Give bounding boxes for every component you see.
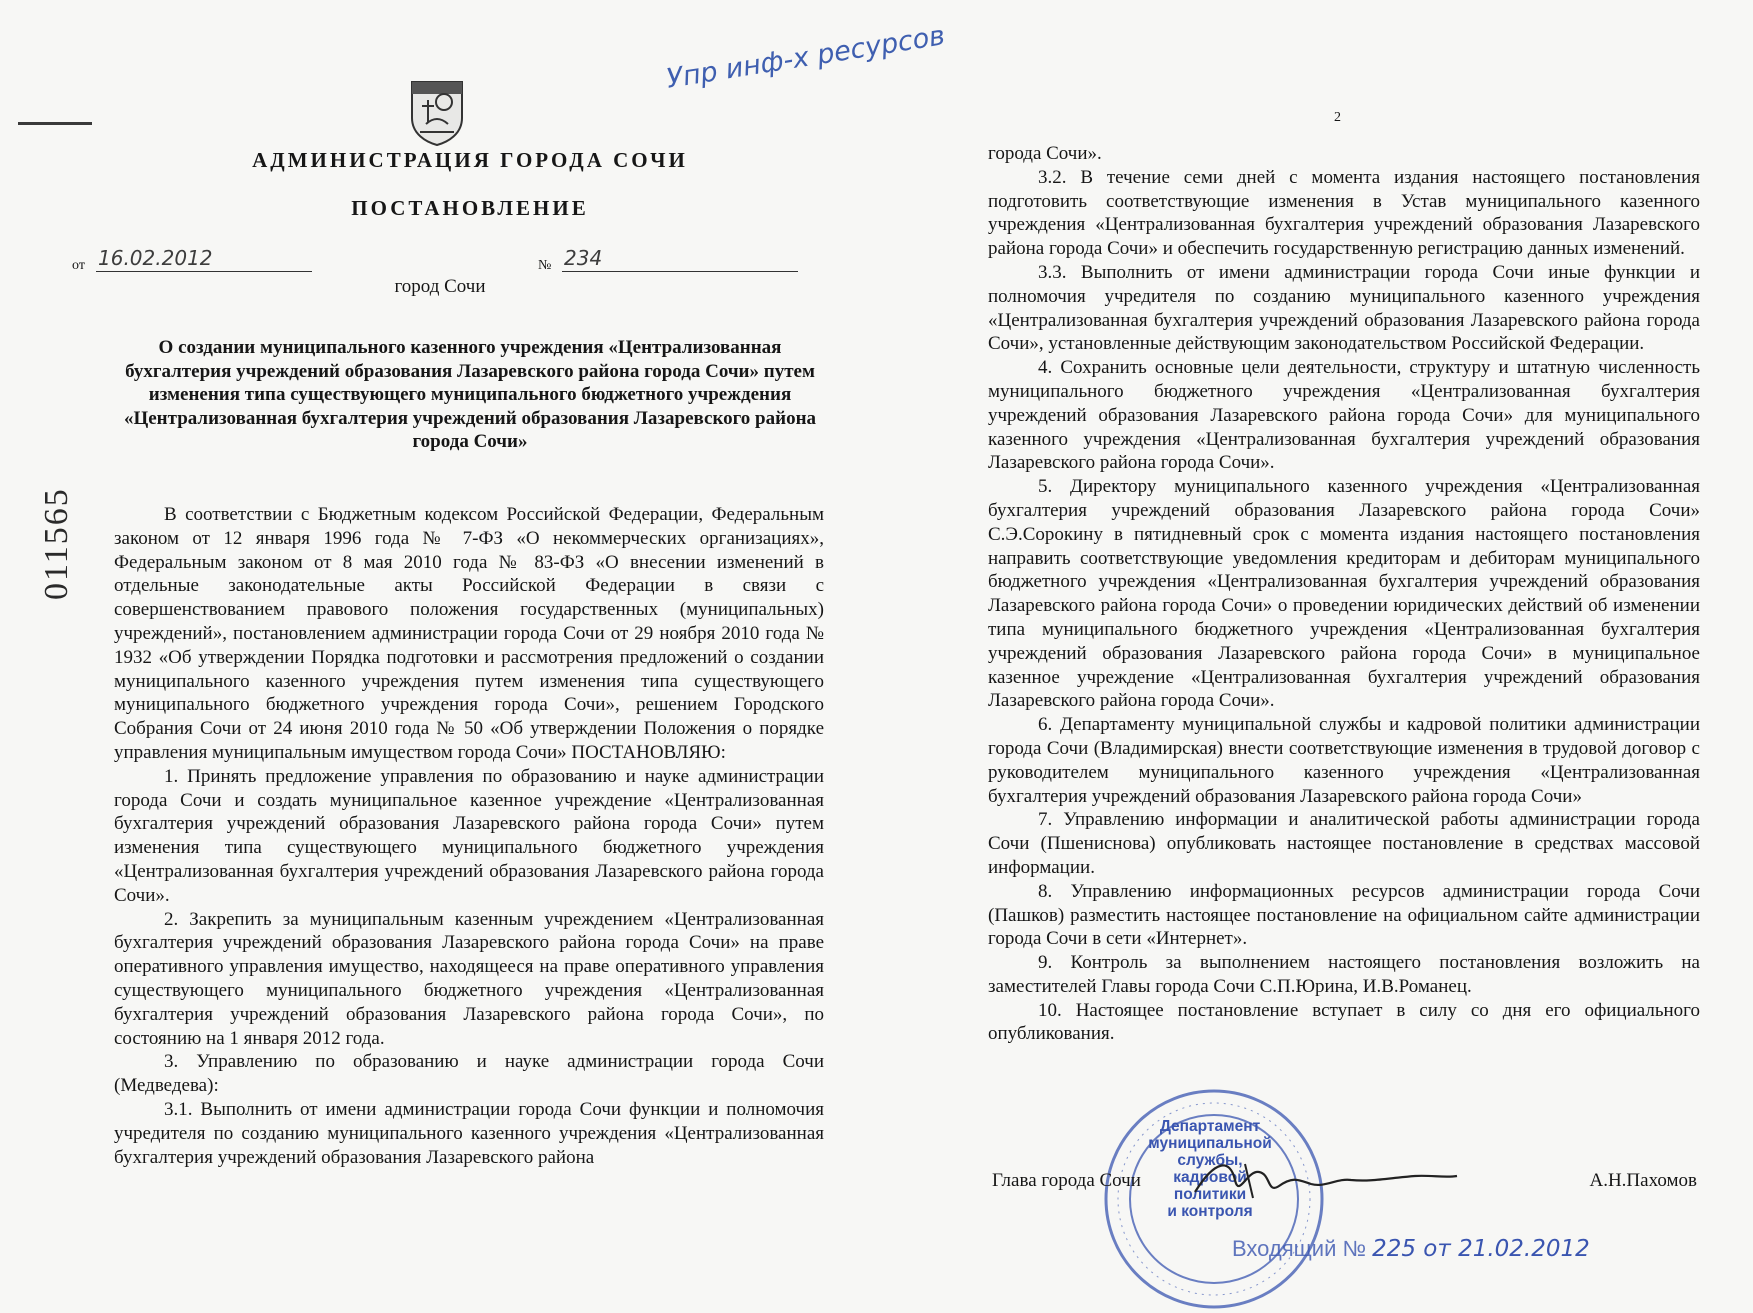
left-column-text [114, 503, 824, 1169]
date-field [72, 248, 312, 274]
organization-title: АДМИНИСТРАЦИЯ ГОРОДА СОЧИ [252, 148, 688, 172]
document-date: 16.02.2012 [98, 246, 213, 270]
date-underline [96, 271, 312, 272]
right-column-text [988, 142, 1700, 1046]
clause-paragraph: 5. Директору муниципального казенного учреждения «Централизованная бухгалтерия учреждений образования Лазаревского района города Сочи» С.Э.Сорокину в пятидневный срок с момента издания настоящего постановления направить соответствующие уведомления кредиторам и дебиторам муниципального бюджетного учреждения «Централизованная бухгалтерия учреждений образования Лазаревского района города Сочи» о проведении юридических действий об изменении типа муниципального бюджетного учреждения «Централизованная бухгалтерия учреждений образования Лазаревского района города Сочи» в муниципальное казенное учреждение «Централизованная бухгалтерия учреждений образования Лазаревского района города Сочи». [988, 476, 1700, 712]
number-underline [562, 271, 798, 272]
continuation-line: города Сочи». [988, 143, 1102, 164]
incoming-label: Входящий № [1232, 1236, 1367, 1261]
clause-paragraph: 3.2. В течение семи дней с момента издания настоящего постановления подготовить соответствующие изменения в Устав муниципального казенного учреждения «Централизованная бухгалтерия учреждений образования Лазаревского района города Сочи» и обеспечить государственную регистрацию данных изменений. [988, 166, 1700, 260]
signer-name: А.Н.Пахомов [1589, 1170, 1697, 1191]
date-prefix: от [72, 258, 85, 273]
preamble-paragraph: В соответствии с Бюджетным кодексом Российской Федерации, Федеральным законом от 12 января 1996 года № 7-ФЗ «О некоммерческих организациях», Федеральным законом от 8 мая 2010 года № 83-ФЗ «О внесении изменений в отдельные законодательные акты Российской Федерации в связи с совершенствованием правового положения государственных (муниципальных) учреждений», постановлением администрации города Сочи от 29 ноября 2010 года № 1932 «Об утверждении Порядка подготовки и рассмотрения предложений о создании муниципального казенного учреждения путем изменения типа существующего муниципального бюджетного учреждения города Сочи», решением Городского Собрания Сочи от 24 июня 2010 года № 50 «Об утверждении Положения о порядке управления муниципальным имуществом города Сочи» ПОСТАНОВЛЯЮ: [114, 504, 824, 763]
clause-paragraph: 9. Контроль за выполнением настоящего постановления возложить на заместителей Главы города Сочи С.П.Юрина, И.В.Романец. [988, 952, 1700, 997]
margin-dash [18, 122, 92, 125]
document-type: ПОСТАНОВЛЕНИЕ [351, 196, 589, 220]
clause-paragraph: 3.3. Выполнить от имени администрации города Сочи иные функции и полномочия учредителя по созданию муниципального казенного учреждения «Централизованная бухгалтерия учреждений образования Лазаревского района города Сочи», установленные действующим законодательством Российской Федерации. [988, 261, 1700, 355]
clause-paragraph: 1. Принять предложение управления по образованию и науке администрации города Сочи и создать муниципальное казенное учреждение «Централизованная бухгалтерия учреждений образования Лазаревского района города Сочи» путем изменения типа существующего муниципального бюджетного учреждения «Централизованная бухгалтерия учреждений образования Лазаревского района города Сочи». [114, 765, 824, 906]
clause-paragraph: 6. Департаменту муниципальной службы и кадровой политики администрации города Сочи (Владимирская) внести соответствующие изменения в трудовой договор с руководителем муниципального казенного учреждения «Централизованная бухгалтерия учреждений образования Лазаревского района города Сочи» [988, 714, 1700, 807]
clause-paragraph: 7. Управлению информации и аналитической работы администрации города Сочи (Пшениснова) опубликовать настоящее постановление в средствах массовой информации. [988, 809, 1700, 878]
clause-paragraph: 3. Управлению по образованию и науке администрации города Сочи (Медведева): [114, 1051, 824, 1097]
clause-paragraph: 4. Сохранить основные цели деятельности, структуру и штатную численность муниципального бюджетного учреждения «Централизованная бухгалтерия учреждений образования Лазаревского района города Сочи» для муниципального казенного учреждения «Централизованная бухгалтерия учреждений образования Лазаревского района города Сочи». [988, 357, 1700, 474]
document-subject: О создании муниципального казенного учреждения «Централизованная бухгалтерия учреждений образования Лазаревского района города Сочи» путем изменения типа существующего муниципального бюджетного учреждения «Централизованная бухгалтерия учреждений образования Лазаревского района города Сочи» [123, 337, 817, 452]
handwritten-note: Упр инф-х ресурсов [664, 20, 948, 95]
sochi-coat-of-arms-icon [408, 78, 466, 146]
clause-paragraph: 2. Закрепить за муниципальным казенным учреждением «Централизованная бухгалтерия учреждений образования Лазаревского района города Сочи» на праве оперативного управления имущество, находящееся на праве оперативного управления существующего муниципального бюджетного учреждения «Централизованная бухгалтерия учреждений образования Лазаревского района города Сочи», по состоянию на 1 января 2012 года. [114, 908, 824, 1049]
stamp-line: и контроля [1167, 1203, 1253, 1220]
handwritten-signature-icon [1175, 1150, 1465, 1210]
signer-position: Глава города Сочи [992, 1170, 1141, 1191]
stamp-line: службы, [1177, 1152, 1243, 1169]
incoming-number: 225 от 21.02.2012 [1372, 1236, 1590, 1262]
stamp-line: Департамент [1159, 1118, 1261, 1135]
clause-paragraph: 8. Управлению информационных ресурсов администрации города Сочи (Пашков) разместить настоящее постановление на официальном сайте администрации города Сочи в сети «Интернет». [988, 880, 1700, 950]
document-city: город Сочи [394, 276, 486, 297]
number-field [538, 248, 798, 274]
document-number: 234 [564, 246, 603, 270]
page-number: 2 [1334, 110, 1341, 125]
registration-number: 011565 [38, 487, 75, 600]
stamp-line: кадровой политики [1173, 1169, 1247, 1203]
clause-paragraph: 3.1. Выполнить от имени администрации города Сочи функции и полномочия учредителя по созданию муниципального казенного учреждения «Централизованная бухгалтерия учреждений образования Лазаревского района [114, 1098, 824, 1168]
incoming-registration [1232, 1236, 1590, 1262]
stamp-line: муниципальной [1148, 1135, 1272, 1152]
number-prefix: № [538, 258, 552, 273]
clause-paragraph: 10. Настоящее постановление вступает в силу со дня его официального опубликования. [988, 999, 1700, 1045]
